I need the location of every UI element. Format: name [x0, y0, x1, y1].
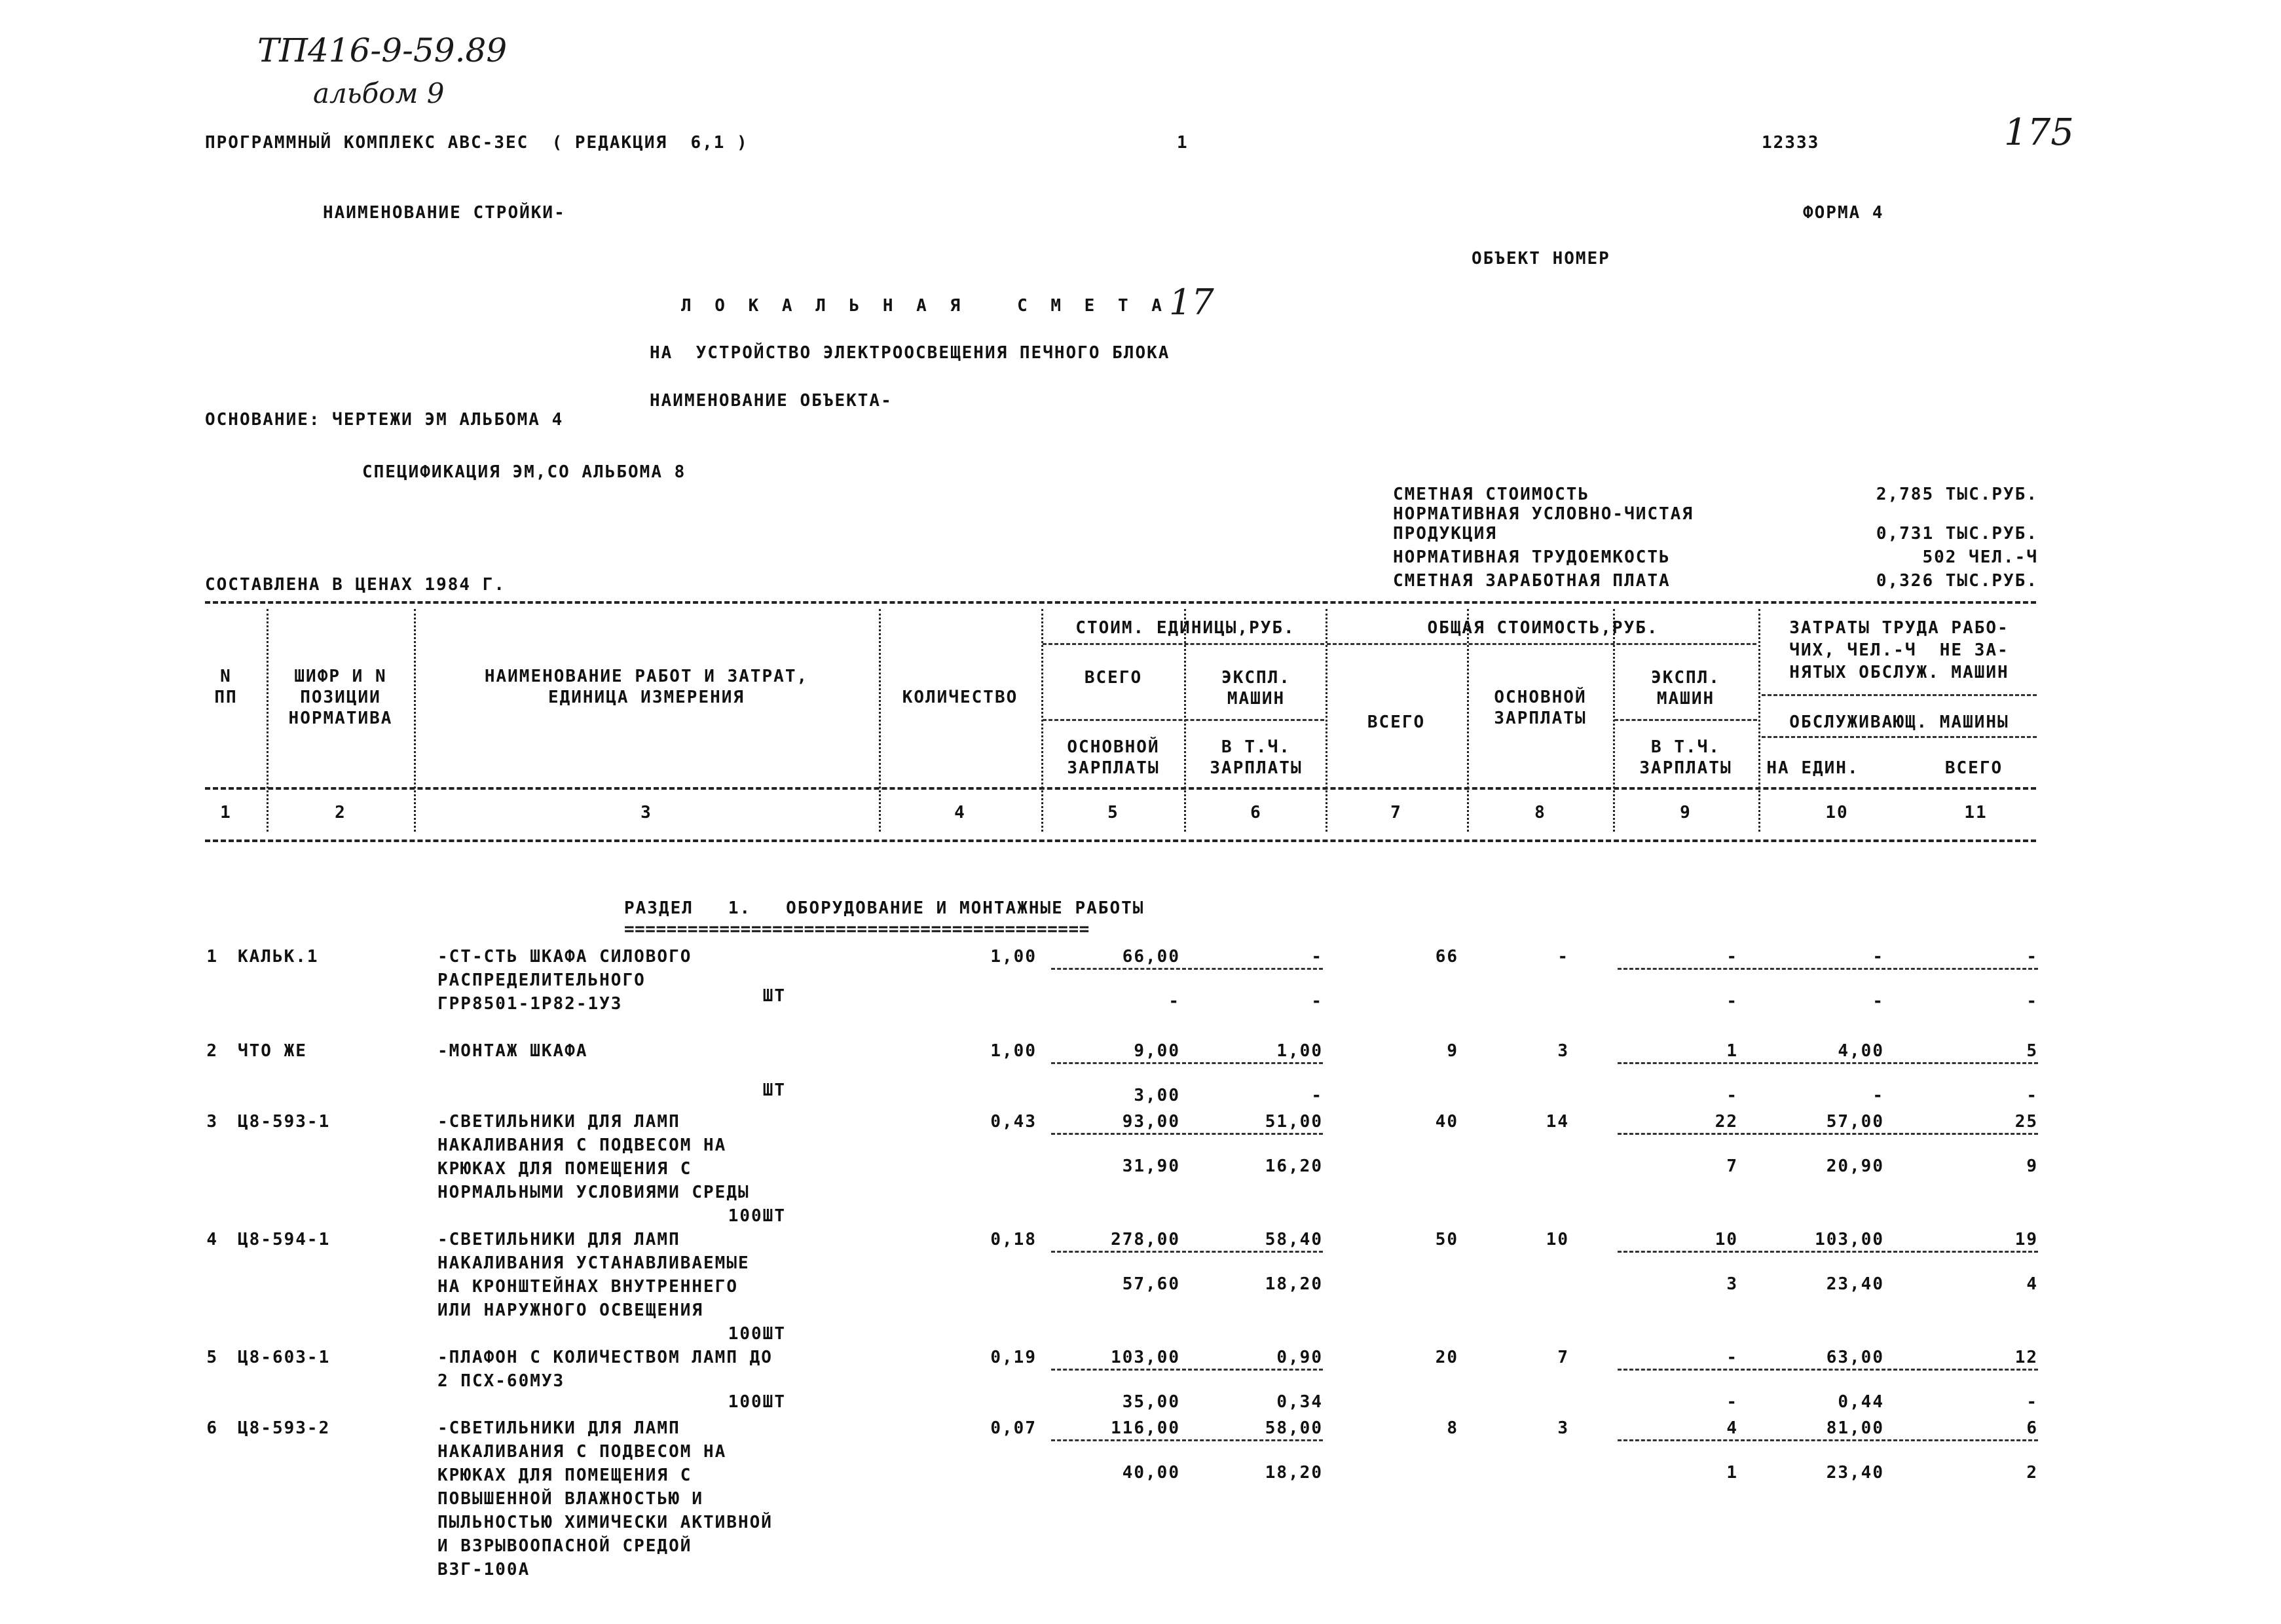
row-labor-total: 25: [2014, 1112, 2038, 1132]
specification-line: СПЕЦИФИКАЦИЯ ЭМ,СО АЛЬБОМА 8: [362, 462, 686, 482]
row-unit-total: 103,00: [1111, 1348, 1180, 1367]
column-separator: [1326, 609, 1327, 832]
row-total-machines: -: [1726, 1348, 1738, 1367]
row-labor-subrule: [1618, 1062, 2038, 1064]
page-indicator: 1: [1177, 133, 1189, 153]
section-title: РАЗДЕЛ 1. ОБОРУДОВАНИЕ И МОНТАЖНЫЕ РАБОТЫ: [624, 898, 1145, 918]
row-unit-subrule: [1051, 1133, 1323, 1135]
document-title: Л О К А Л Ь Н А Я С М Е Т А: [681, 296, 1168, 316]
col-code-header: ПОЗИЦИИ: [300, 688, 381, 707]
unit-basic-wage-header: ОСНОВНОЙ: [1067, 737, 1160, 757]
column-number: 2: [335, 803, 346, 822]
row-unit-total: 278,00: [1111, 1230, 1180, 1249]
row-labor-total: 5: [2026, 1041, 2038, 1061]
row-unit-total: 9,00: [1134, 1041, 1180, 1061]
row-unit-incl-wage: -: [1311, 1086, 1323, 1105]
column-number: 1: [220, 803, 232, 822]
row-code: Ц8-594-1: [238, 1230, 331, 1249]
row-labor-total: -: [2026, 947, 2038, 967]
row-total-basic-wage: -: [1557, 947, 1569, 967]
row-name-line: РАСПРЕДЕЛИТЕЛЬНОГО: [437, 970, 646, 990]
total-basic-wage-header: ЗАРПЛАТЫ: [1494, 709, 1587, 728]
handwritten-code: ТП416-9-59.89: [257, 31, 508, 69]
row-labor-subrule: [1618, 968, 2038, 970]
row-labor-service-unit: -: [1872, 991, 1884, 1011]
row-name-line: НА КРОНШТЕЙНАХ ВНУТРЕННЕГО: [437, 1277, 738, 1297]
row-unit-basic-wage: 40,00: [1122, 1463, 1180, 1483]
row-labor-service-total: -: [2026, 1392, 2038, 1412]
row-labor-service-unit: 23,40: [1826, 1463, 1884, 1483]
row-total-all: 20: [1435, 1348, 1458, 1367]
summary-value: 0,326 ТЫС.РУБ.: [1876, 571, 2038, 591]
column-number: 9: [1680, 803, 1692, 822]
row-unit-incl-wage: 18,20: [1265, 1463, 1323, 1483]
header-subrule: [1762, 694, 2037, 696]
table-numbers-rule: [205, 840, 2036, 842]
row-total-all: 66: [1435, 947, 1458, 967]
row-labor-service-unit: 23,40: [1826, 1274, 1884, 1294]
row-unit-basic-wage: -: [1168, 991, 1180, 1011]
program-line: ПРОГРАММНЫЙ КОМПЛЕКС АВС-ЗЕС ( РЕДАКЦИЯ 6,1 ): [205, 133, 749, 153]
row-qty: 0,18: [990, 1230, 1037, 1249]
handwritten-album: альбом 9: [313, 77, 445, 109]
row-total-incl-wage: 3: [1726, 1274, 1738, 1294]
row-unit-machines: 0,90: [1276, 1348, 1323, 1367]
handwritten-page-number: 175: [2004, 111, 2074, 154]
unit-machines-header: МАШИН: [1227, 689, 1286, 709]
column-number: 11: [1964, 803, 1988, 822]
total-machines-header: МАШИН: [1656, 689, 1715, 709]
row-total-incl-wage: 7: [1726, 1156, 1738, 1176]
row-labor-service-total: 4: [2026, 1274, 2038, 1294]
row-qty: 0,19: [990, 1348, 1037, 1367]
total-incl-header: В Т.Ч.: [1651, 737, 1720, 757]
row-labor-total: 12: [2014, 1348, 2038, 1367]
row-labor-per-unit: -: [1872, 947, 1884, 967]
row-labor-per-unit: 63,00: [1826, 1348, 1884, 1367]
row-total-basic-wage: 3: [1557, 1041, 1569, 1061]
row-unit-basic-wage: 31,90: [1122, 1156, 1180, 1176]
row-qty: 0,07: [990, 1418, 1037, 1438]
row-labor-subrule: [1618, 1133, 2038, 1135]
col-qty-header: КОЛИЧЕСТВО: [902, 688, 1018, 707]
column-number: 7: [1390, 803, 1402, 822]
summary-label: НОРМАТИВНАЯ ТРУДОЕМКОСТЬ: [1393, 547, 1671, 567]
table-header-rule: [205, 787, 2036, 790]
header-subrule: [1762, 736, 2037, 738]
row-labor-service-total: 9: [2026, 1156, 2038, 1176]
row-qty: 1,00: [990, 947, 1037, 967]
column-number: 6: [1250, 803, 1262, 822]
summary-value: 502 ЧЕЛ.-Ч: [1922, 547, 2038, 567]
row-number: 1: [206, 947, 218, 967]
row-unit: ШТ: [762, 986, 786, 1006]
row-labor-subrule: [1618, 1439, 2038, 1441]
row-number: 5: [206, 1348, 218, 1367]
row-name-line: НАКАЛИВАНИЯ УСТАНАВЛИВАЕМЫЕ: [437, 1253, 750, 1273]
column-number: 10: [1825, 803, 1849, 822]
header-subrule: [1043, 643, 1324, 645]
total-incl-header: ЗАРПЛАТЫ: [1639, 758, 1732, 778]
column-number: 3: [640, 803, 652, 822]
unit-machines-header: ЭКСПЛ.: [1221, 668, 1291, 688]
row-qty: 0,43: [990, 1112, 1037, 1132]
row-name-line: КРЮКАХ ДЛЯ ПОМЕЩЕНИЯ С: [437, 1159, 692, 1179]
row-total-incl-wage: -: [1726, 991, 1738, 1011]
summary-value: 0,731 ТЫС.РУБ.: [1876, 524, 2038, 544]
col-name-header: НАИМЕНОВАНИЕ РАБОТ И ЗАТРАТ,: [484, 667, 809, 686]
row-labor-subrule: [1618, 1369, 2038, 1371]
row-labor-subrule: [1618, 1251, 2038, 1253]
row-labor-total: 6: [2026, 1418, 2038, 1438]
row-labor-service-total: -: [2026, 1086, 2038, 1105]
row-name-line: И ВЗРЫВООПАСНОЙ СРЕДОЙ: [437, 1536, 692, 1556]
summary-label: СМЕТНАЯ ЗАРАБОТНАЯ ПЛАТА: [1393, 571, 1671, 591]
row-total-incl-wage: -: [1726, 1392, 1738, 1412]
table-top-rule: [205, 601, 2036, 604]
row-total-basic-wage: 14: [1546, 1112, 1569, 1132]
object-name-label: НАИМЕНОВАНИЕ ОБЪЕКТА-: [650, 391, 893, 411]
row-total-all: 8: [1447, 1418, 1458, 1438]
row-name-line: НОРМАЛЬНЫМИ УСЛОВИЯМИ СРЕДЫ: [437, 1183, 750, 1202]
row-number: 2: [206, 1041, 218, 1061]
unit-basic-wage-header: ЗАРПЛАТЫ: [1067, 758, 1160, 778]
labor-per-unit-header: НА ЕДИН.: [1766, 758, 1859, 778]
header-subrule: [1043, 719, 1324, 721]
row-name-line: НАКАЛИВАНИЯ С ПОДВЕСОМ НА: [437, 1442, 727, 1462]
row-name-line: 2 ПСХ-60МУЗ: [437, 1371, 565, 1391]
total-machines-header: ЭКСПЛ.: [1651, 668, 1720, 688]
row-labor-service-total: -: [2026, 991, 2038, 1011]
form-label: ФОРМА 4: [1803, 203, 1884, 223]
unit-incl-header: ЗАРПЛАТЫ: [1210, 758, 1303, 778]
row-name-line: ПОВЫШЕННОЙ ВЛАЖНОСТЬЮ И: [437, 1489, 704, 1509]
row-total-basic-wage: 7: [1557, 1348, 1569, 1367]
row-unit-incl-wage: 16,20: [1265, 1156, 1323, 1176]
row-total-basic-wage: 10: [1546, 1230, 1569, 1249]
row-unit-incl-wage: -: [1311, 991, 1323, 1011]
row-name-line: -МОНТАЖ ШКАФА: [437, 1041, 588, 1061]
document-subtitle: НА УСТРОЙСТВО ЭЛЕКТРООСВЕЩЕНИЯ ПЕЧНОГО БЛОКА: [650, 343, 1170, 363]
row-unit: 100ШТ: [728, 1392, 786, 1412]
row-name-line: -СТ-СТЬ ШКАФА СИЛОВОГО: [437, 947, 692, 967]
row-unit-subrule: [1051, 1369, 1323, 1371]
col-code-header: НОРМАТИВА: [288, 709, 393, 728]
row-labor-total: 19: [2014, 1230, 2038, 1249]
row-unit-incl-wage: 0,34: [1276, 1392, 1323, 1412]
row-name-line: ИЛИ НАРУЖНОГО ОСВЕЩЕНИЯ: [437, 1301, 704, 1320]
col-n-header: ПП: [214, 688, 238, 707]
unit-incl-header: В Т.Ч.: [1221, 737, 1291, 757]
row-total-machines: 4: [1726, 1418, 1738, 1438]
summary-value: 2,785 ТЫС.РУБ.: [1876, 485, 2038, 504]
row-name-line: НАКАЛИВАНИЯ С ПОДВЕСОМ НА: [437, 1135, 727, 1155]
row-total-machines: 1: [1726, 1041, 1738, 1061]
column-number: 5: [1107, 803, 1119, 822]
column-separator: [267, 609, 269, 832]
column-separator: [1467, 609, 1469, 832]
row-unit-subrule: [1051, 1439, 1323, 1441]
labor-group-header: ЗАТРАТЫ ТРУДА РАБО-: [1789, 618, 2009, 638]
row-unit-basic-wage: 57,60: [1122, 1274, 1180, 1294]
row-total-basic-wage: 3: [1557, 1418, 1569, 1438]
row-unit-machines: 51,00: [1265, 1112, 1323, 1132]
row-total-machines: -: [1726, 947, 1738, 967]
col-name-header: ЕДИНИЦА ИЗМЕРЕНИЯ: [547, 688, 745, 707]
document-code: 12333: [1762, 133, 1820, 153]
row-unit-machines: 1,00: [1276, 1041, 1323, 1061]
row-unit-subrule: [1051, 1251, 1323, 1253]
labor-group-header: ЧИХ, ЧЕЛ.-Ч НЕ ЗА-: [1789, 640, 2009, 660]
header-subrule: [1327, 643, 1756, 645]
construction-name-label: НАИМЕНОВАНИЕ СТРОЙКИ-: [323, 203, 566, 223]
row-unit-total: 66,00: [1122, 947, 1180, 967]
object-number-label: ОБЪЕКТ НОМЕР: [1472, 249, 1610, 268]
row-name-line: КРЮКАХ ДЛЯ ПОМЕЩЕНИЯ С: [437, 1466, 692, 1485]
row-code: Ц8-603-1: [238, 1348, 331, 1367]
row-name-line: -СВЕТИЛЬНИКИ ДЛЯ ЛАМП: [437, 1112, 680, 1132]
row-code: КАЛЬК.1: [238, 947, 319, 967]
row-code: ЧТО ЖЕ: [238, 1041, 307, 1061]
row-total-incl-wage: -: [1726, 1086, 1738, 1105]
summary-label: НОРМАТИВНАЯ УСЛОВНО-ЧИСТАЯ: [1393, 504, 1694, 524]
row-number: 3: [206, 1112, 218, 1132]
row-labor-service-total: 2: [2026, 1463, 2038, 1483]
row-qty: 1,00: [990, 1041, 1037, 1061]
column-number: 8: [1534, 803, 1546, 822]
row-total-incl-wage: 1: [1726, 1463, 1738, 1483]
labor-group-header: НЯТЫХ ОБСЛУЖ. МАШИН: [1789, 663, 2009, 682]
row-labor-per-unit: 103,00: [1815, 1230, 1884, 1249]
row-name-line: -ПЛАФОН С КОЛИЧЕСТВОМ ЛАМП ДО: [437, 1348, 773, 1367]
header-subrule: [1614, 719, 1757, 721]
row-unit-total: 93,00: [1122, 1112, 1180, 1132]
row-unit-machines: -: [1311, 947, 1323, 967]
row-name-line: -СВЕТИЛЬНИКИ ДЛЯ ЛАМП: [437, 1418, 680, 1438]
section-underline: ============================================: [624, 919, 1090, 939]
row-labor-per-unit: 57,00: [1826, 1112, 1884, 1132]
handwritten-estimate-number: 17: [1169, 282, 1214, 323]
row-unit-basic-wage: 35,00: [1122, 1392, 1180, 1412]
unit-total-header: ВСЕГО: [1084, 668, 1143, 688]
row-name-line: ПЫЛЬНОСТЬЮ ХИМИЧЕСКИ АКТИВНОЙ: [437, 1513, 773, 1532]
row-unit-incl-wage: 18,20: [1265, 1274, 1323, 1294]
unit-cost-group-header: СТОИМ. ЕДИНИЦЫ,РУБ.: [1075, 618, 1295, 638]
row-unit-subrule: [1051, 968, 1323, 970]
row-unit: 100ШТ: [728, 1206, 786, 1226]
row-code: Ц8-593-1: [238, 1112, 331, 1132]
summary-label: СМЕТНАЯ СТОИМОСТЬ: [1393, 485, 1590, 504]
row-labor-per-unit: 81,00: [1826, 1418, 1884, 1438]
row-code: Ц8-593-2: [238, 1418, 331, 1438]
column-number: 4: [954, 803, 966, 822]
row-total-all: 50: [1435, 1230, 1458, 1249]
row-total-machines: 10: [1715, 1230, 1738, 1249]
row-unit-machines: 58,40: [1265, 1230, 1323, 1249]
row-unit: 100ШТ: [728, 1324, 786, 1344]
labor-service-header: ОБСЛУЖИВАЮЩ. МАШИНЫ: [1789, 712, 2009, 732]
col-code-header: ШИФР И N: [294, 667, 387, 686]
row-name-line: ВЗГ-100А: [437, 1560, 530, 1579]
column-separator: [414, 609, 416, 832]
row-labor-per-unit: 4,00: [1838, 1041, 1884, 1061]
row-unit: ШТ: [762, 1080, 786, 1100]
row-unit-basic-wage: 3,00: [1134, 1086, 1180, 1105]
row-unit-subrule: [1051, 1062, 1323, 1064]
row-total-all: 9: [1447, 1041, 1458, 1061]
row-unit-machines: 58,00: [1265, 1418, 1323, 1438]
column-separator: [1758, 609, 1760, 832]
total-basic-wage-header: ОСНОВНОЙ: [1494, 688, 1587, 707]
basis-line: ОСНОВАНИЕ: ЧЕРТЕЖИ ЭМ АЛЬБОМА 4: [205, 410, 564, 430]
row-total-machines: 22: [1715, 1112, 1738, 1132]
row-unit-total: 116,00: [1111, 1418, 1180, 1438]
summary-label: ПРОДУКЦИЯ: [1393, 524, 1497, 544]
total-cost-group-header: ОБЩАЯ СТОИМОСТЬ,РУБ.: [1427, 618, 1659, 638]
column-separator: [879, 609, 881, 832]
row-number: 4: [206, 1230, 218, 1249]
labor-total-header: ВСЕГО: [1944, 758, 2003, 778]
row-number: 6: [206, 1418, 218, 1438]
total-all-header: ВСЕГО: [1367, 712, 1426, 732]
row-labor-service-unit: -: [1872, 1086, 1884, 1105]
row-name-line: -СВЕТИЛЬНИКИ ДЛЯ ЛАМП: [437, 1230, 680, 1249]
row-name-line: ГРР8501-1Р82-1УЗ: [437, 994, 623, 1014]
row-labor-service-unit: 20,90: [1826, 1156, 1884, 1176]
prices-line: СОСТАВЛЕНА В ЦЕНАХ 1984 Г.: [205, 575, 506, 595]
row-labor-service-unit: 0,44: [1838, 1392, 1884, 1412]
row-total-all: 40: [1435, 1112, 1458, 1132]
col-n-header: N: [220, 667, 232, 686]
